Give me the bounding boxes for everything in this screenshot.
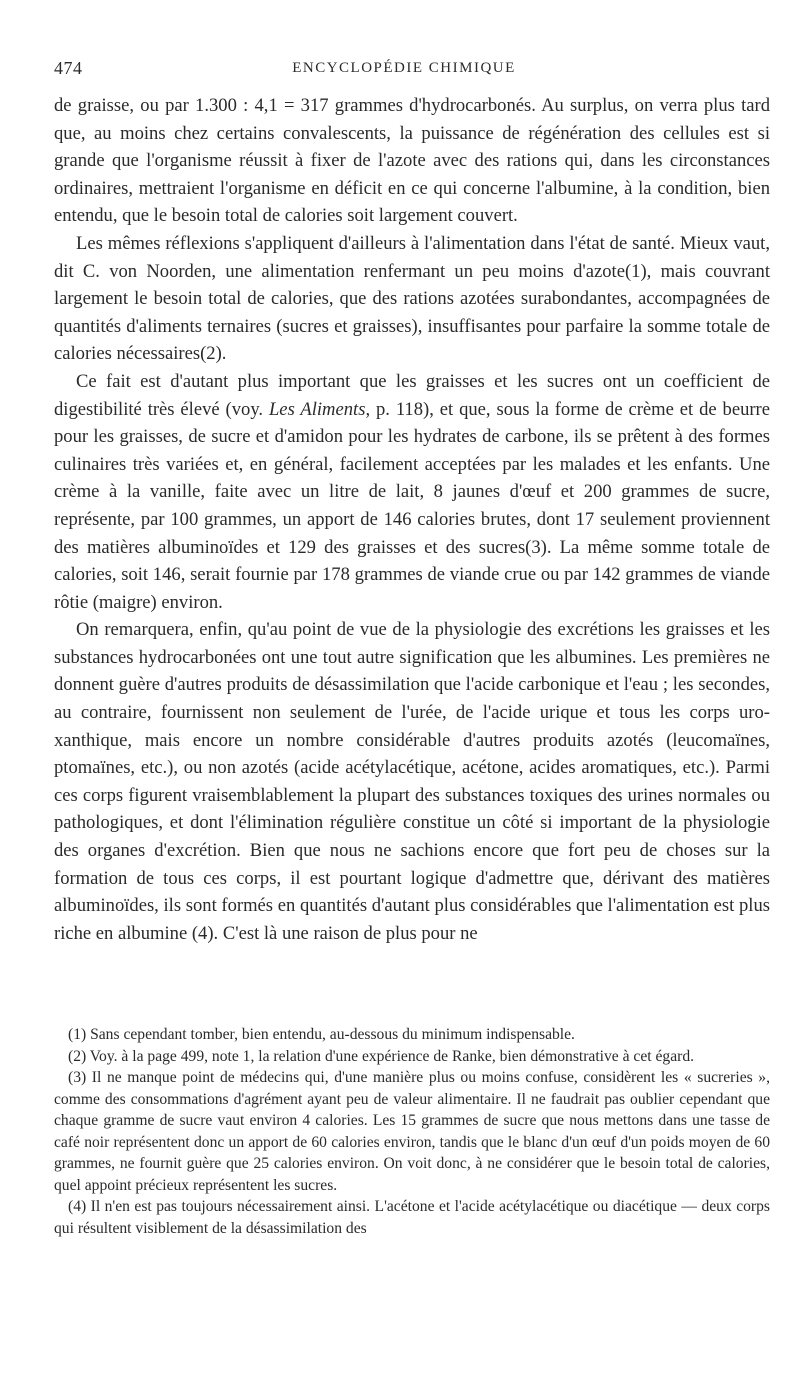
paragraph-3 (54, 368, 770, 616)
paragraph-3-text-b: , p. 118), et que, sous la forme de crème et de beurre pour les graisses, de sucre et d'amidon pour les hydrates de carbone, ils se prêtent à des formes culinaires très variées et, en général, facilement acceptées par les malades et les enfants. Une crème à la vanille, faite avec un litre de lait, 8 jaunes d'œuf et 200 grammes de sucre, représente, par 100 grammes, un apport de 146 calories brutes, dont 17 seulement proviennent des matières albuminoïdes et 129 des graisses et des sucres(3). La même somme totale de calories, soit 146, serait fournie par 178 grammes de viande crue ou par 142 grammes de viande rôtie (maigre) environ. (54, 398, 771, 613)
running-title: ENCYCLOPÉDIE CHIMIQUE (292, 60, 516, 76)
paragraph-1: de graisse, ou par 1.300 : 4,1 = 317 grammes d'hydrocarbonés. Au surplus, on verra plus tard que, au moins chez certains convalescents, la puissance de régénération des cellules est si grande que l'organisme réussit à fixer de l'azote avec des rations qui, dans les circonstances ordinaires, mettraient l'organisme en déficit en ce qui concerne l'albumine, à la condition, bien entendu, que le besoin total de calories soit largement couvert. (54, 95, 770, 227)
paragraph-2: Les mêmes réflexions s'appliquent d'ailleurs à l'alimentation dans l'état de santé. Mieux vaut, dit C. von Noorden, une alimentation renfermant un peu moins d'azote(1), mais couvrant largement le besoin total de calories, que des rations azotées surabondantes, accompagnées de quantités d'aliments ternaires (sucres et graisses), insuffisantes pour parfaire la somme totale de calories nécessaires(2). (54, 232, 770, 365)
page-number: 474 (54, 58, 83, 78)
footnotes (54, 1024, 770, 1239)
page-header (54, 58, 754, 82)
footnote-1: (1) Sans cependant tomber, bien entendu, au-dessous du minimum indispensable. (68, 1026, 575, 1043)
footnote-3: (3) Il ne manque point de médecins qui, d'une manière plus ou moins confuse, considèrent les « sucreries », comme des consommations d'agrément ayant peu de valeur alimentaire. Il ne faudrait pas oublier cependant que chaque gramme de sucre vaut environ 4 calories. Les 15 grammes de sucre que nous mettons dans une tasse de café noir représentent donc un apport de 60 calories environ, tandis que le blanc d'un œuf d'un poids moyen de 60 grammes, ne fournit guère que 25 calories environ. On voit donc, à ne considérer que le besoin total de calories, quel appoint précieux représentent les sucres. (54, 1069, 770, 1194)
paragraph-4: On remarquera, enfin, qu'au point de vue de la physiologie des excrétions les graisses et les substances hydrocarbonées ont une tout autre signification que les albumines. Les premières ne donnent guère d'autres produits de désassimilation que l'acide carbonique et l'eau ; les secondes, au contraire, fournissent non seulement de l'urée, de l'acide urique et tous les corps uro-xanthique, mais encore un nombre considérable d'autres produits azotés (leucomaïnes, ptomaïnes, etc.), ou non azotés (acide acétylacétique, acétone, acides aromatiques, etc.). Parmi ces corps figurent vraisemblablement la plupart des substances toxiques des urines normales ou pathologiques, et dont l'élimination régulière constitue un côté si important de la physiologie des organes d'excrétion. Bien que nous ne sachions encore que fort peu de choses sur la formation de tous ces corps, il est pourtant logique d'admettre que, dérivant des matières albuminoïdes, ils sont formés en quantités d'autant plus considérables que l'alimentation est plus riche en albumine (4). C'est là une raison de plus pour ne (54, 619, 770, 944)
book-reference: Les Aliments (268, 398, 366, 420)
paragraph-3-text-a: Ce fait est d'autant plus important que les graisses et les sucres ont un coefficient de digestibilité très élevé (voy. (54, 370, 770, 420)
main-text (54, 92, 770, 947)
footnote-2: (2) Voy. à la page 499, note 1, la relation d'une expérience de Ranke, bien démonstrative à cet égard. (68, 1047, 695, 1065)
footnote-4: (4) Il n'en est pas toujours nécessairement ainsi. L'acétone et l'acide acétylacétique ou diacétique — deux corps qui résultent visiblement de la désassimilation des (54, 1198, 770, 1237)
